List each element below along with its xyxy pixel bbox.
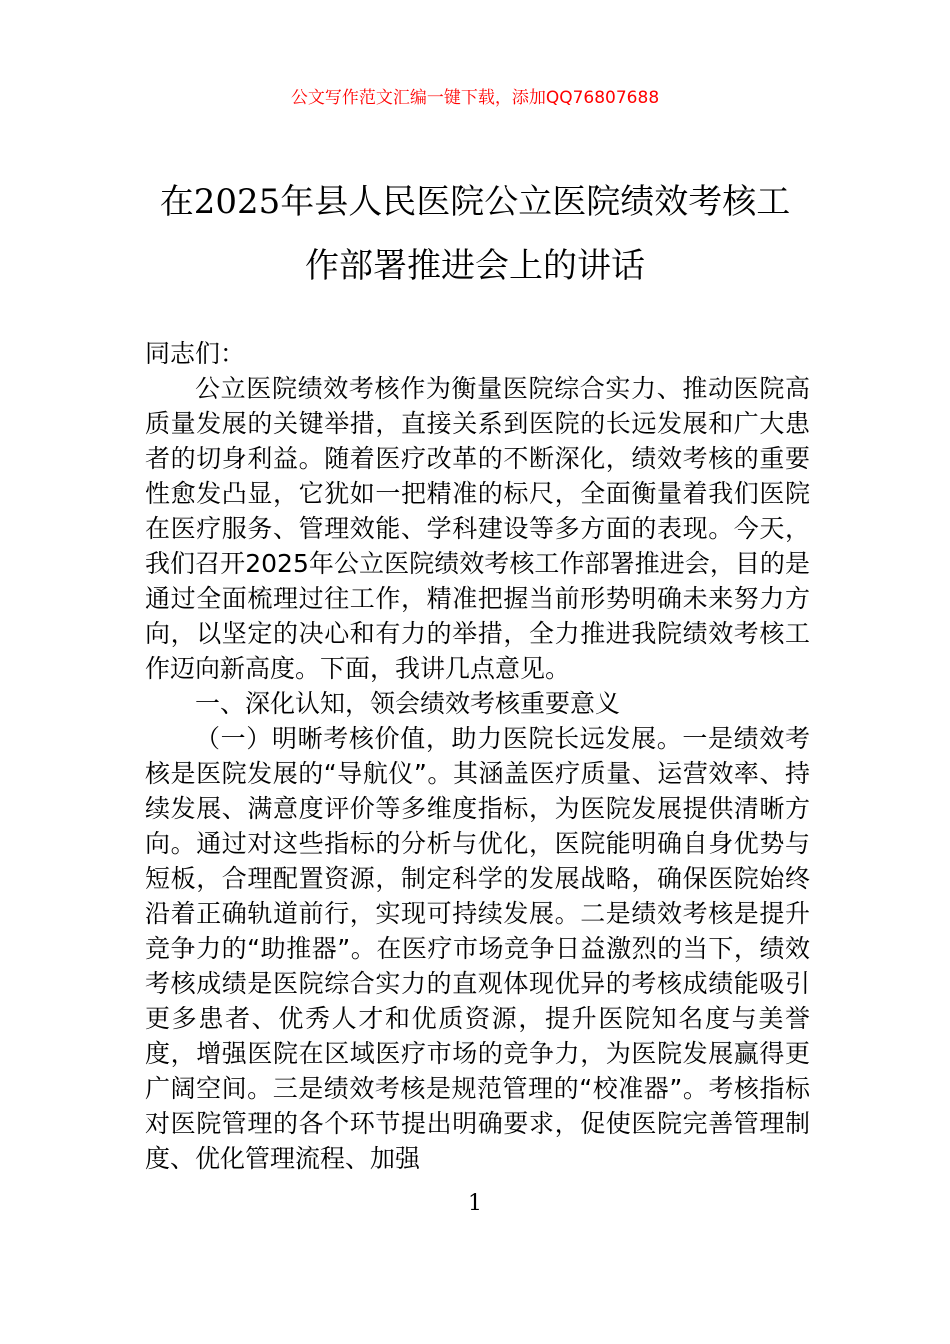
- title-line-1: 在2025年县人民医院公立医院绩效考核工: [159, 182, 791, 222]
- title-line-2: 作部署推进会上的讲话: [305, 246, 645, 286]
- intro-paragraph: 公立医院绩效考核作为衡量医院综合实力、推动医院高质量发展的关键举措，直接关系到医院的长远发展和广大患者的切身利益。随着医疗改革的不断深化，绩效考核的重要性愈发凸显，它犹如一把精准的标尺，全面衡量着我们医院在医疗服务、管理效能、学科建设等多方面的表现。今天，我们召开2025年公立医院绩效考核工作部署推进会，目的是通过全面梳理过往工作，精准把握当前形势明确未来努力方向，以坚定的决心和有力的举措，全力推进我院绩效考核工作迈向新高度。下面，我讲几点意见。: [145, 374, 810, 683]
- document-title: [140, 170, 810, 298]
- download-promo-note: 公文写作范文汇编一键下载，添加QQ76807688: [290, 88, 660, 108]
- document-body: [145, 336, 810, 1176]
- section-heading-1: 一、深化认知，领会绩效考核重要意义: [195, 689, 621, 718]
- salutation: 同志们：: [145, 339, 246, 368]
- subsection-paragraph-1: （一）明晰考核价值，助力医院长远发展。一是绩效考核是医院发展的“导航仪”。其涵盖医疗质量、运营效率、持续发展、满意度评价等多维度指标，为医院发展提供清晰方向。通过对这些指标的分析与优化，医院能明确自身优势与短板，合理配置资源，制定科学的发展战略，确保医院始终沿着正确轨道前行，实现可持续发展。二是绩效考核是提升竞争力的“助推器”。在医疗市场竞争日益激烈的当下，绩效考核成绩是医院综合实力的直观体现优异的考核成绩能吸引更多患者、优秀人才和优质资源，提升医院知名度与美誉度，增强医院在区域医疗市场的竞争力，为医院发展赢得更广阔空间。三是绩效考核是规范管理的“校准器”。考核指标对医院管理的各个环节提出明确要求，促使医院完善管理制度、优化管理流程、加强: [145, 724, 810, 1173]
- page-number: 1: [468, 1191, 482, 1216]
